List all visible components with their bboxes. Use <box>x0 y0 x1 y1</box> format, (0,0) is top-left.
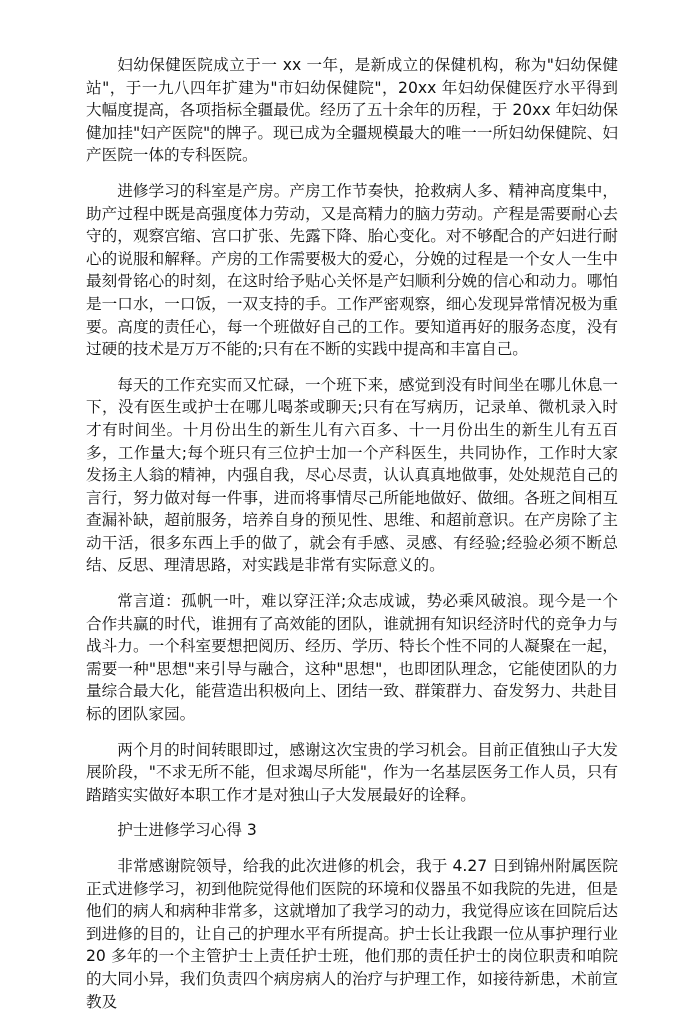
paragraph-hospital-history: 妇幼保健医院成立于一 xx 一年，是新成立的保健机构，称为"妇幼保健站"，于一九八四年扩建为"市妇幼保健院"，20xx 年妇幼保健医疗水平得到大幅度提高，各项指标全疆最优。经历了五十余年的历程，于 20xx 年妇幼保健加挂"妇产医院"的牌子。现已成为全疆规模最大的唯一一所妇幼保健院、妇产医院一体的专科医院。 <box>86 56 618 165</box>
paragraph-delivery-room: 进修学习的科室是产房。产房工作节奏快，抢救病人多、精神高度集中，助产过程中既是高强度体力劳动，又是高精力的脑力劳动。产程是需要耐心去守的，观察宫缩、宫口扩张、先露下降、胎心变化。对不够配合的产妇进行耐心的说服和解释。产房的工作需要极大的爱心，分娩的过程是一个女人一生中最刻骨铭心的时刻，在这时给予贴心关怀是产妇顺利分娩的信心和动力。哪怕是一口水，一口饭，一双支持的手。工作严密观察，细心发现异常情况极为重要。高度的责任心，每一个班做好自己的工作。要知道再好的服务态度，没有过硬的技术是万万不能的;只有在不断的实践中提高和丰富自己。 <box>86 181 618 359</box>
document-body <box>86 54 618 1013</box>
paragraph-section-3: 非常感谢院领导，给我的此次进修的机会，我于 4.27 日到锦州附属医院正式进修学习，初到他院觉得他们医院的环境和仪器虽不如我院的先进，但是他们的病人和病种非常多，这就增加了我学习的动力，我觉得应该在回院后达到进修的目的，让自己的护理水平有所提高。护士长让我跟一位从事护理行业 20 多年的一个主管护士上责任护士班，他们那的责任护士的岗位职责和咱院的大同小异，我们负责四个病房病人的治疗与护理工作，如接待新患，术前宣教及 <box>86 857 618 1011</box>
section-heading: 护士进修学习心得 3 <box>117 821 257 840</box>
paragraph-teamwork: 常言道：孤帆一叶，难以穿汪洋;众志成诚，势必乘风破浪。现今是一个合作共赢的时代，谁拥有了高效能的团队，谁就拥有知识经济时代的竞争力与战斗力。一个科室要想把阅历、经历、学历、特长个性不同的人凝聚在一起，需要一种"思想"来引导与融合，这种"思想"，也即团队理念，它能使团队的力量综合最大化，能营造出积极向上、团结一致、群策群力、奋发努力、共赴目标的团队家园。 <box>86 592 618 724</box>
paragraph-daily-work: 每天的工作充实而又忙碌，一个班下来，感觉到没有时间坐在哪儿休息一下，没有医生或护士在哪儿喝茶或聊天;只有在写病历，记录单、微机录入时才有时间坐。十月份出生的新生儿有六百多、十一月份出生的新生儿有五百多，工作量大;每个班只有三位护士加一个产科医生，共同协作，工作时大家发扬主人翁的精神，内强自我，尽心尽责，认认真真地做事，处处规范自己的言行，努力做对每一件事，进而将事情尽己所能地做好、做细。各班之间相互查漏补缺，超前服务，培养自身的预见性、思维、和超前意识。在产房除了主动干活，很多东西上手的做了，就会有手感、灵感、有经验;经验必须不断总结、反思、理清思路，对实践是非常有实际意义的。 <box>86 375 618 575</box>
paragraph-gratitude: 两个月的时间转眼即过，感谢这次宝贵的学习机会。目前正值独山子大发展阶段，"不求无所不能，但求竭尽所能"，作为一名基层医务工作人员，只有踏踏实实做好本职工作才是对独山子大发展最好的诠释。 <box>86 740 618 804</box>
